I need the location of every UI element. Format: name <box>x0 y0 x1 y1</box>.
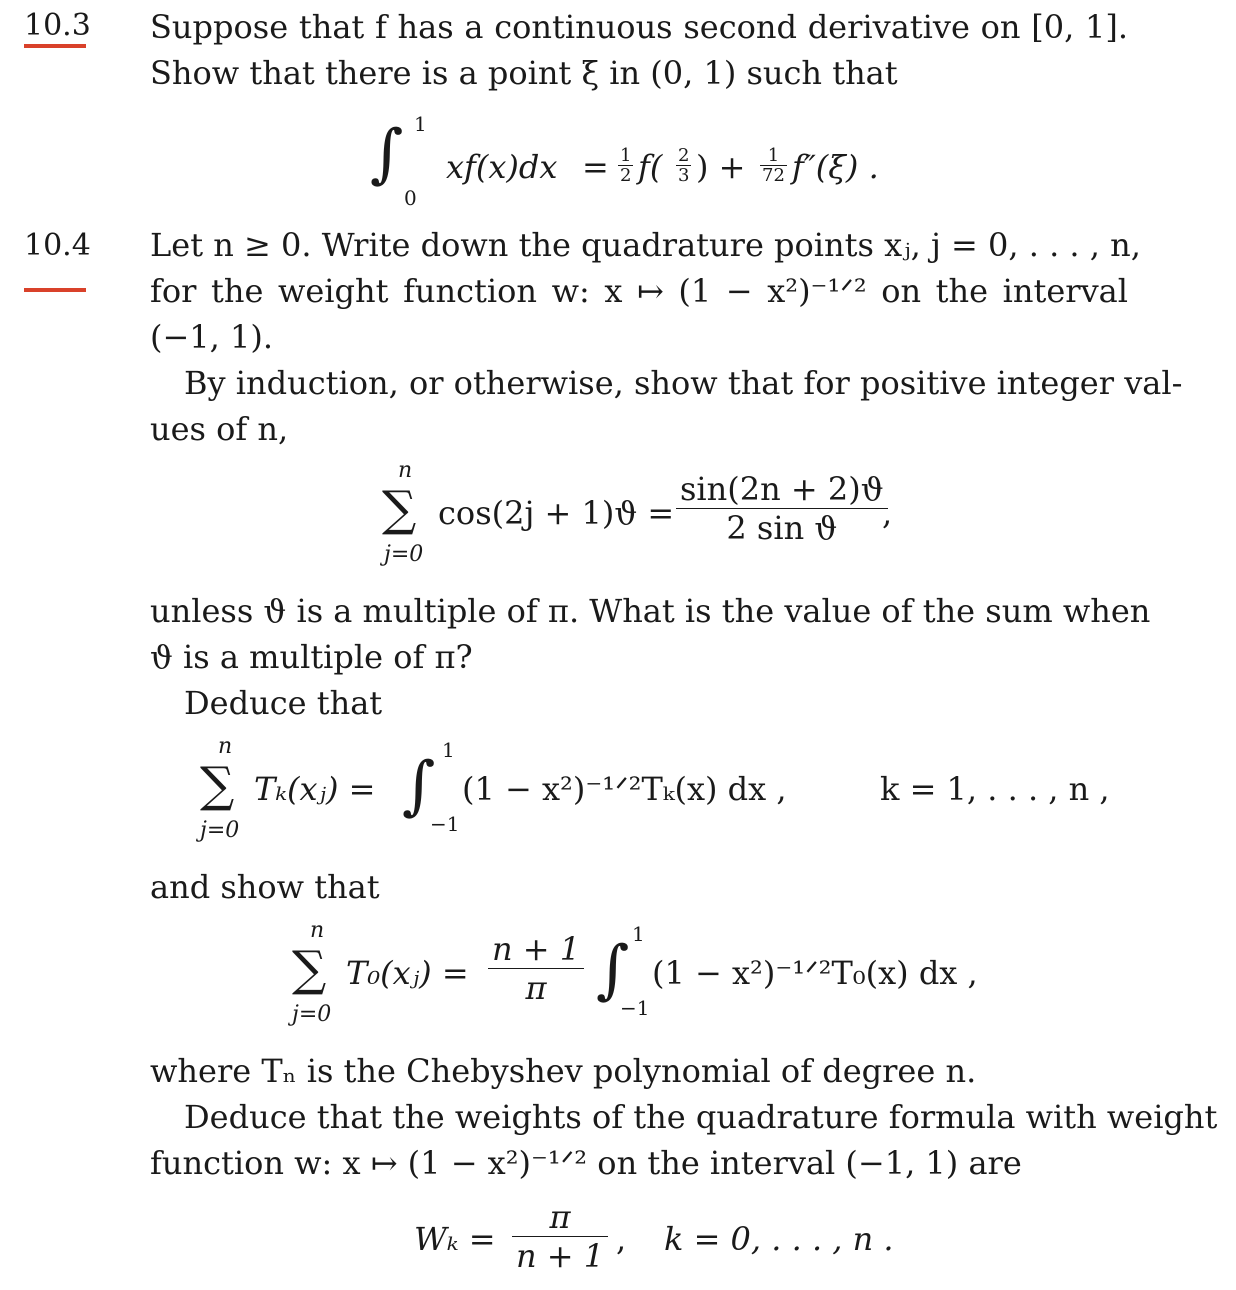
sum-chebyshev-zero <box>290 918 1010 1034</box>
ex104-line9: and show that <box>150 868 380 906</box>
ex104-line8: Deduce that <box>184 684 383 722</box>
sum-lower-limit: j=0 <box>200 818 240 843</box>
sum-upper-limit: n <box>398 458 413 483</box>
fraction-denominator: π <box>488 968 584 1007</box>
coefficient-fraction <box>488 930 584 1007</box>
fraction-denominator: 72 <box>762 165 785 186</box>
sum-lower-limit: j=0 <box>292 1002 332 1027</box>
integral-sign: ∫ <box>596 933 630 1007</box>
integral-upper-limit: 1 <box>632 922 645 946</box>
integrand: xf(x)dx <box>446 148 558 186</box>
sigma-symbol: ∑ <box>382 481 417 537</box>
integral-lower-limit: −1 <box>620 996 650 1020</box>
summand: T₀(xⱼ) = <box>346 954 469 992</box>
exercise-number-10-4: 10.4 <box>24 228 91 263</box>
sigma-symbol: ∑ <box>200 757 235 813</box>
summand: Tₖ(xⱼ) = <box>254 770 376 808</box>
rhs-plus: ) + <box>696 148 746 186</box>
fraction-denominator: n + 1 <box>512 1236 608 1275</box>
fraction-numerator: π <box>549 1198 571 1236</box>
sigma-symbol: ∑ <box>292 941 327 997</box>
integral-sign: ∫ <box>402 749 436 823</box>
fraction-denominator: 2 sin ϑ <box>676 508 888 547</box>
fraction-numerator: 2 <box>678 145 690 166</box>
sum-chebyshev-k <box>196 734 1110 850</box>
ex103-line2: Show that there is a point ξ in (0, 1) such that <box>150 54 898 92</box>
exercise-marker-rule <box>24 288 86 292</box>
fraction-numerator: n + 1 <box>492 930 581 968</box>
integral-upper-limit: 1 <box>442 738 455 762</box>
ex104-line12: function w: x ↦ (1 − x²)⁻¹ᐟ² on the interval (−1, 1) are <box>150 1144 1022 1182</box>
weights-lhs: Wₖ = <box>414 1220 496 1258</box>
sum-lower-limit: j=0 <box>384 542 424 567</box>
fraction-numerator: 1 <box>767 145 780 166</box>
weights-comma: , <box>616 1220 627 1258</box>
ex104-line1: Let n ≥ 0. Write down the quadrature points xⱼ, j = 0, . . . , n, <box>150 226 1141 264</box>
summand: cos(2j + 1)ϑ = <box>438 494 675 532</box>
sum-identity <box>380 458 920 574</box>
exercise-number-10-3: 10.3 <box>24 8 91 43</box>
ex103-line1: Suppose that f has a continuous second derivative on [0, 1]. <box>150 8 1128 46</box>
trailing-comma: , <box>882 494 893 532</box>
ex104-line4: By induction, or otherwise, show that for positive integer val- <box>184 364 1183 402</box>
ex104-line11: Deduce that the weights of the quadrature formula with weight <box>184 1098 1218 1136</box>
integral-upper-limit: 1 <box>414 112 427 136</box>
integral-sign: ∫ <box>370 117 404 191</box>
rhs-equals: = <box>582 148 609 186</box>
integrand: (1 − x²)⁻¹ᐟ²Tₖ(x) dx , <box>462 770 787 808</box>
integral-lower-limit: −1 <box>430 812 460 836</box>
fraction-denominator: 2 <box>620 165 632 186</box>
ex104-line2: for the weight function w: x ↦ (1 − x²)⁻¹ᐟ² on the interval <box>150 272 1128 310</box>
rhs-f: f( <box>638 148 663 186</box>
sum-upper-limit: n <box>218 734 233 759</box>
fraction-one-72 <box>760 146 787 185</box>
ex104-line10: where Tₙ is the Chebyshev polynomial of degree n. <box>150 1052 977 1090</box>
weights-range: k = 0, . . . , n . <box>664 1220 894 1258</box>
ex104-line6: unless ϑ is a multiple of π. What is the value of the sum when <box>150 592 1151 630</box>
weights-formula <box>414 1198 934 1288</box>
sum-rhs-fraction <box>676 470 888 547</box>
rhs-tail: f″(ξ) . <box>792 148 879 186</box>
integral-lower-limit: 0 <box>404 186 417 210</box>
weights-fraction <box>512 1198 608 1275</box>
fraction-numerator: sin(2n + 2)ϑ <box>680 470 884 508</box>
sum-upper-limit: n <box>310 918 325 943</box>
ex104-line7: ϑ is a multiple of π? <box>150 638 473 676</box>
index-range: k = 1, . . . , n , <box>880 770 1110 808</box>
exercise-marker-rule <box>24 44 86 48</box>
fraction-denominator: 3 <box>678 165 690 186</box>
ex104-line3: (−1, 1). <box>150 318 274 356</box>
fraction-numerator: 1 <box>620 145 632 166</box>
integrand: (1 − x²)⁻¹ᐟ²T₀(x) dx , <box>652 954 978 992</box>
fraction-one-half <box>618 146 633 185</box>
fraction-two-thirds <box>676 146 691 185</box>
ex104-line5: ues of n, <box>150 410 289 448</box>
